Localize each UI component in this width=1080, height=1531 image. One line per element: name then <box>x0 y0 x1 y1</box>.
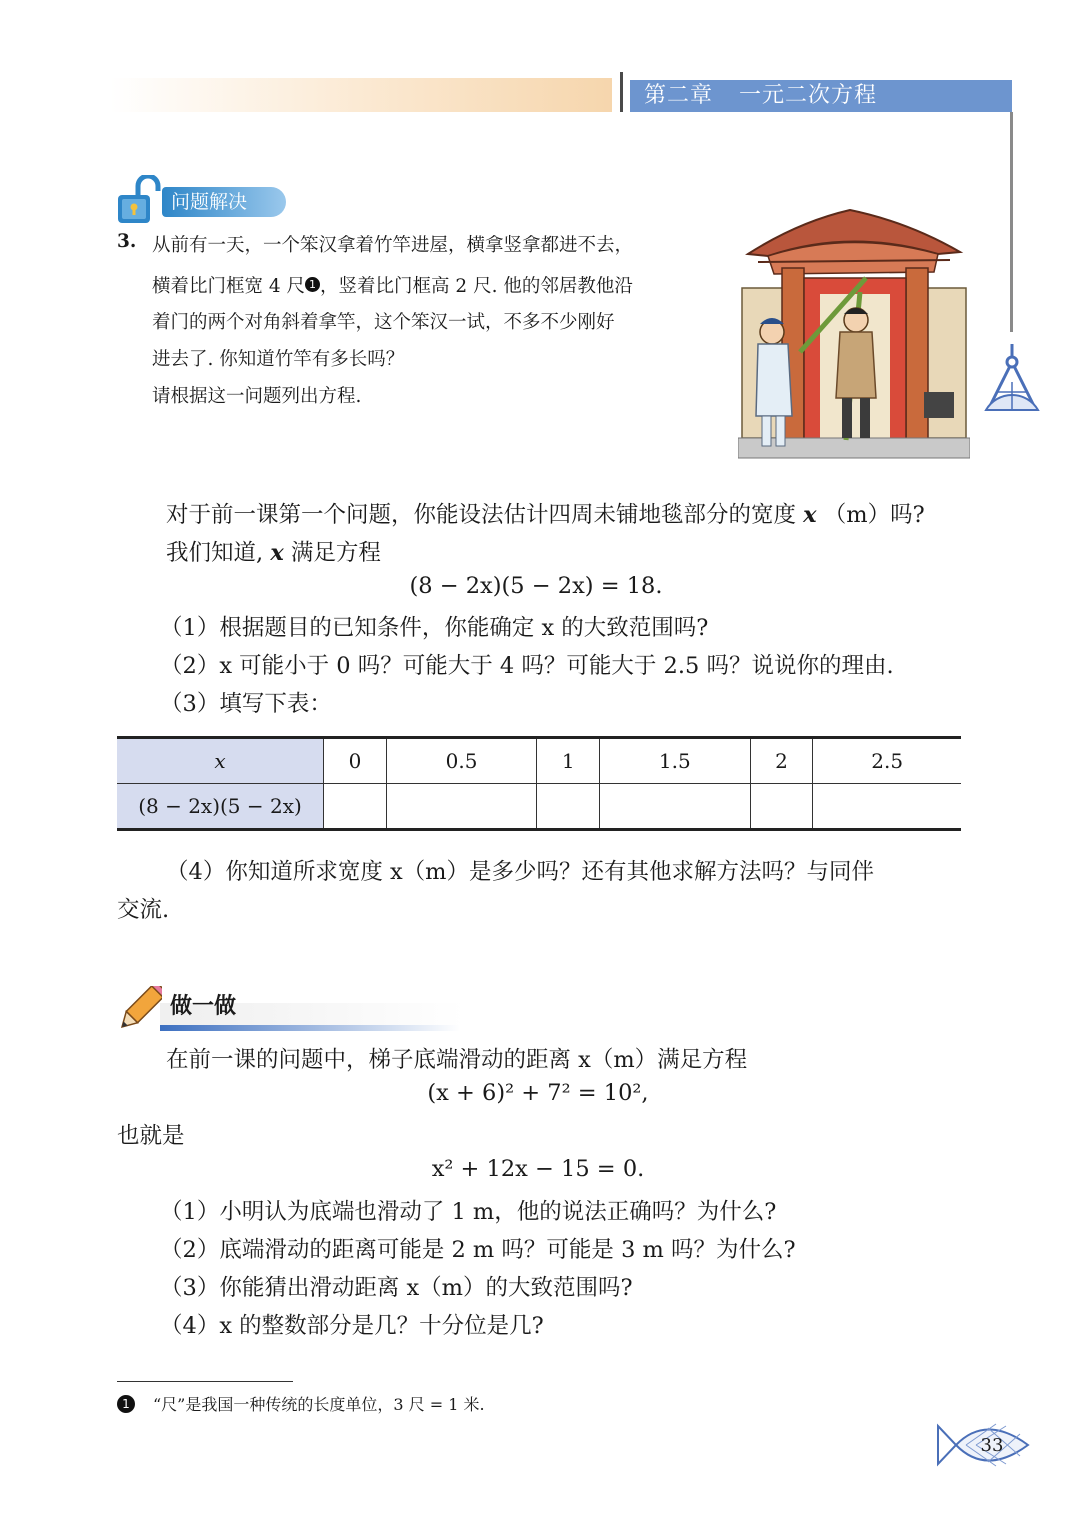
table-blank-cell[interactable] <box>600 784 750 830</box>
quadratic-equation: x² + 12x − 15 = 0. <box>431 1156 645 1182</box>
page-number: 33 <box>980 1435 1004 1456</box>
question-2: （2）x 可能小于 0 吗？可能大于 4 吗？可能大于 2.5 吗？说说你的理由. <box>160 653 894 679</box>
table-blank-cell[interactable] <box>386 784 536 830</box>
gate-illustration <box>738 202 970 460</box>
question-4-line-2: 交流. <box>117 897 170 923</box>
table-blank-cell[interactable] <box>813 784 961 830</box>
know-variable: x <box>270 540 284 566</box>
table-cell-x: 0 <box>324 738 387 784</box>
problem-line-3: 着门的两个对角斜着拿竿，这个笨汉一试，不多不少刚好 <box>152 312 615 333</box>
ladder-equation: (x + 6)² + 7² = 10², <box>427 1080 649 1106</box>
unlocked-padlock-icon <box>116 175 162 225</box>
carpet-equation: (8 − 2x)(5 − 2x) = 18. <box>409 573 663 599</box>
activity-question-2: （2）底端滑动的距离可能是 2 m 吗？可能是 3 m 吗？为什么? <box>160 1237 796 1263</box>
problem-line-5: 请根据这一问题列出方程. <box>152 386 362 407</box>
activity-question-3: （3）你能猜出滑动距离 x（m）的大致范围吗? <box>160 1275 633 1301</box>
problem-line-2a: 横着比门框宽 4 尺 <box>152 276 306 297</box>
table-header-x <box>117 738 324 784</box>
question-1: （1）根据题目的已知条件，你能确定 x 的大致范围吗? <box>160 615 709 641</box>
activity-question-4: （4）x 的整数部分是几？十分位是几? <box>160 1313 544 1339</box>
activity-title-underline <box>160 1025 460 1031</box>
compass-icon <box>982 344 1042 416</box>
table-blank-cell[interactable] <box>324 784 387 830</box>
problem-line-2b: ，竖着比门框高 2 尺. 他的邻居教他沿 <box>320 276 633 297</box>
problem-line-4: 进去了. 你知道竹竿有多长吗？ <box>152 349 405 370</box>
table-blank-cell[interactable] <box>750 784 813 830</box>
header-gradient-bar <box>0 78 612 112</box>
footnote-text: “尺”是我国一种传统的长度单位，3 尺 = 1 米. <box>153 1395 485 1414</box>
know-text-a: 我们知道, <box>166 540 264 566</box>
activity-intro: 在前一课的问题中，梯子底端滑动的距离 x（m）满足方程 <box>166 1047 748 1073</box>
intro-question <box>166 497 925 529</box>
table-cell-x: 1 <box>537 738 600 784</box>
value-table <box>117 736 961 831</box>
x-label: x <box>214 749 226 773</box>
table-cell-x: 0.5 <box>386 738 536 784</box>
chapter-number: 第二章 <box>644 83 714 108</box>
problem-solving-badge: 问题解决 <box>162 187 286 217</box>
header-divider <box>620 72 623 112</box>
intro-variable: x <box>803 502 817 528</box>
chapter-header <box>630 80 1012 112</box>
table-header-expression: (8 − 2x)(5 − 2x) <box>117 784 324 830</box>
footnote-marker[interactable]: 1 <box>305 277 320 292</box>
question-4-line-1: （4）你知道所求宽度 x（m）是多少吗？还有其他求解方法吗？与同伴 <box>166 859 874 885</box>
footnote-number: 1 <box>117 1395 135 1413</box>
table-blank-cell[interactable] <box>537 784 600 830</box>
question-3: （3）填写下表： <box>160 691 332 717</box>
footnote-badge <box>117 1393 135 1413</box>
activity-question-1: （1）小明认为底端也滑动了 1 m，他的说法正确吗？为什么? <box>160 1199 777 1225</box>
margin-rule <box>1010 112 1013 332</box>
intro-text-a: 对于前一课第一个问题，你能设法估计四周未铺地毯部分的宽度 <box>166 502 797 528</box>
know-statement <box>166 535 381 567</box>
footnote-rule <box>117 1381 293 1382</box>
activity-title: 做一做 <box>170 994 237 1019</box>
problem-number: 3. <box>117 231 137 252</box>
problem-line-1: 从前有一天，一个笨汉拿着竹竿进屋，横拿竖拿都进不去， <box>152 235 634 256</box>
table-cell-x: 2.5 <box>813 738 961 784</box>
also-text: 也就是 <box>117 1123 185 1149</box>
table-cell-x: 1.5 <box>600 738 750 784</box>
chapter-title: 一元二次方程 <box>739 83 878 108</box>
table-row-expression <box>117 784 961 830</box>
table-row-x <box>117 738 961 784</box>
intro-text-b: （m）吗? <box>823 502 925 528</box>
know-text-b: 满足方程 <box>290 540 381 566</box>
pencil-icon <box>116 986 162 1034</box>
problem-line-2 <box>152 272 633 298</box>
table-cell-x: 2 <box>750 738 813 784</box>
